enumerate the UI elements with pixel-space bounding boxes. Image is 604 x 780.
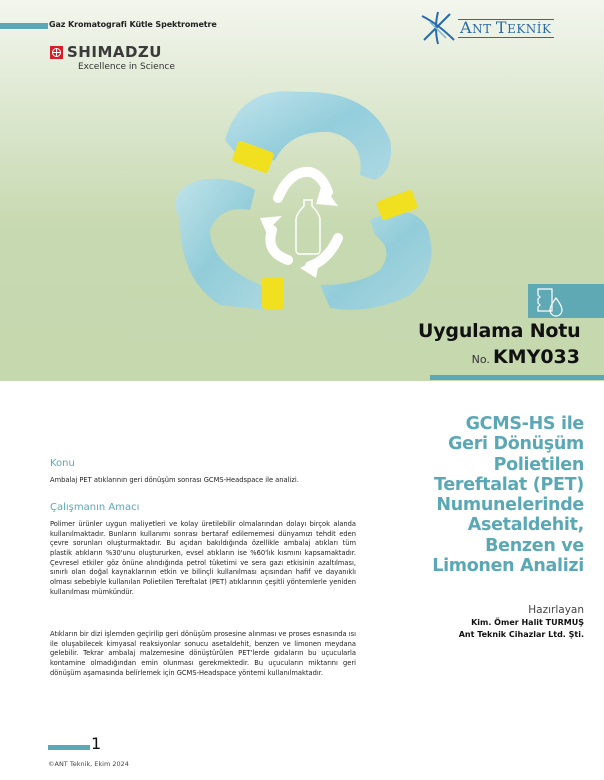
note-icon-box	[528, 284, 604, 318]
copyright: ©ANT Teknik, Ekim 2024	[48, 760, 129, 768]
section-heading-konu: Konu	[50, 458, 75, 469]
section-text-konu: Ambalaj PET atıklarının geri dönüşüm sonrası GCMS-Headspace ile analizi.	[50, 476, 299, 484]
shimadzu-name: SHIMADZU	[67, 43, 162, 61]
prepared-by	[459, 604, 584, 641]
shimadzu-tagline: Excellence in Science	[78, 62, 175, 72]
category-accent-bar	[0, 23, 48, 29]
shimadzu-logo	[50, 43, 175, 72]
note-number: No. KMY033	[471, 346, 580, 368]
flask-drop-icon	[532, 284, 566, 318]
note-type-title: Uygulama Notu	[418, 320, 581, 342]
note-underline-bar	[430, 375, 604, 380]
section-text-amac-1: Polimer ürünler uygun maliyetleri ve kolay üretilebilir olmalarından dolayı birçok alanda kullanılmaktadır. Bunların kullanımı sonrası bertaraf edilememesi dünyamızı tehdit eden çevre sorunları oluşturmaktadır. Bu açıdan bakıldığında özellikle ambalaj atıkları tüm plastik atıkların %30'unu oluştururken, evsel atıkların ise %60'lık kısmını kapsamaktadır. Çevresel etkiler göz önüne alındığında petrol tüketimi ve sera gazı etkisinin azaltılması, sınırlı olan doğal kaynaklarının etkin ve bilinçli kullanılması açısından hafif ve dayanıklı olması sebebiyle kullanılan Polietilen Tereftalat (PET) atıklarının çeşitli yöntemlerle yeniden kullanılması mümkündür.	[50, 520, 356, 596]
footer-accent-bar	[48, 745, 90, 750]
recycling-bottles-illustration	[170, 80, 440, 310]
section-text-amac-2: Atıkların bir dizi işlemden geçirilip geri dönüşüm prosesine alınması ve proses esnasında ısı ile oluşabilecek kimyasal reaksiyonlar sonucu asetaldehit, benzen ve limonen meydana gelebilir. Tekrar ambalaj malzemesine dönüştürülen PET'lerde gıdaların bu uçucularla kontamine olmadığından emin olunması gerekmektedir. Bu uçucuların miktarını geri dönüşüm aşamasında belirlemek için GCMS-Headspace yöntemi kullanılmaktadır.	[50, 630, 356, 677]
ant-teknik-logo	[420, 10, 554, 46]
author-company: Ant Teknik Cihazlar Ltd. Şti.	[458, 630, 584, 639]
shimadzu-mark-icon	[50, 46, 63, 59]
ant-star-icon	[420, 10, 456, 46]
author-name: Kim. Ömer Halit TURMUŞ	[471, 618, 584, 627]
section-heading-amac: Çalışmanın Amacı	[50, 502, 140, 513]
prepared-label: Hazırlayan	[528, 604, 584, 616]
category-label: Gaz Kromatografi Kütle Spektrometre	[49, 20, 217, 29]
page-number: 1	[91, 734, 102, 753]
document-title: GCMS-HS ile Geri Dönüşüm Polietilen Tereftalat (PET) Numunelerinde Asetaldehit, Benzen ve Limonen Analizi	[432, 414, 584, 577]
ant-teknik-name: ANT TEKNİK	[460, 17, 552, 37]
